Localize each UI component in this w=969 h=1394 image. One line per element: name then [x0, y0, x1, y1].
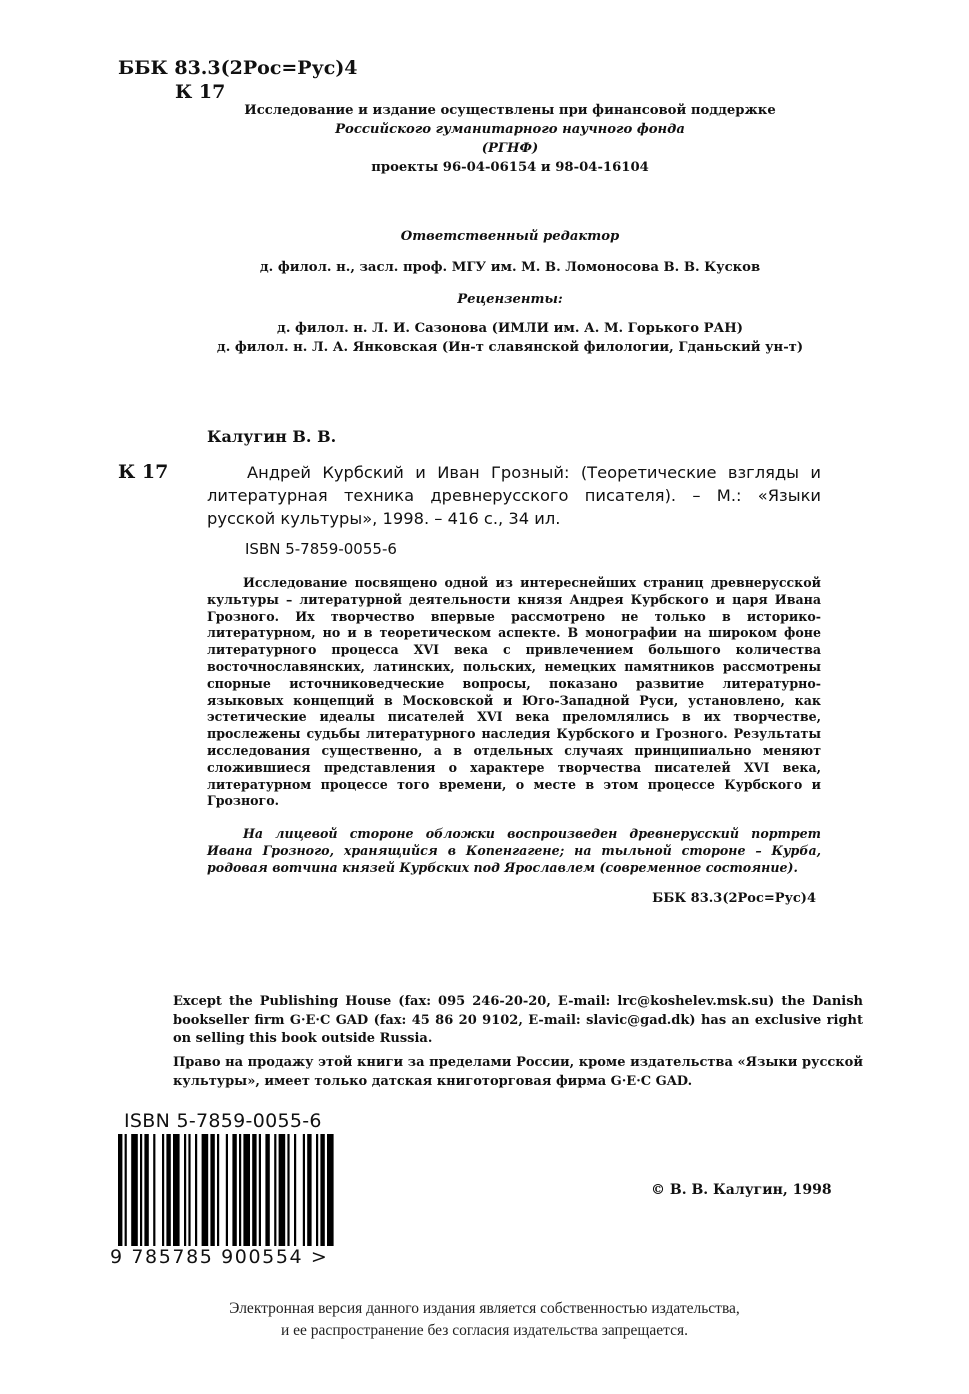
- funding-notice: [200, 101, 820, 177]
- bbk-code-bottom: ББК 83.3(2Рос=Рус)4: [652, 891, 816, 906]
- funding-line-2: Российского гуманитарного научного фонда: [335, 122, 685, 137]
- barcode-digits-text: 9 785785 900554 >: [110, 1246, 329, 1268]
- barcode-bar: [202, 1134, 209, 1246]
- barcode-bar: [195, 1134, 197, 1246]
- editor-name: д. филол. н., засл. проф. МГУ им. М. В. Ломоносова В. В. Кусков: [259, 260, 761, 275]
- barcode-bar: [294, 1134, 296, 1246]
- rights-russian: Право на продажу этой книги за пределами России, кроме издательства «Языки русской культуры», имеет только датская книготорговая фирма G·E·C GAD.: [173, 1055, 863, 1089]
- footer-line-2: и ее распространение без согласия издательства запрещается.: [281, 1322, 688, 1339]
- funding-line-4: проекты 96-04-06154 и 98-04-16104: [371, 160, 649, 175]
- copyright-notice: © В. В. Калугин, 1998: [651, 1182, 832, 1198]
- author-heading: Калугин В. В.: [207, 427, 337, 446]
- barcode-bar: [307, 1134, 311, 1246]
- barcode-bar: [265, 1134, 269, 1246]
- barcode-bar: [316, 1134, 318, 1246]
- rights-english: Except the Publishing House (fax: 095 246-20-20, E-mail: lrc@koshelev.msk.su) the Danish bookseller firm G·E·C GAD (fax: 45 86 20 9102, E-mail: slavic@gad.dk) has an exclusive right on selling this book outside Russia.: [173, 994, 863, 1046]
- barcode-bar: [239, 1134, 241, 1246]
- barcode-bar: [287, 1134, 289, 1246]
- barcode-block: [110, 1110, 342, 1270]
- bbk-code: ББК 83.3(2Рос=Рус)4: [118, 57, 358, 79]
- barcode-isbn-text: ISBN 5-7859-0055-6: [124, 1110, 322, 1132]
- barcode-bar: [327, 1134, 334, 1246]
- barcode-bar: [166, 1134, 170, 1246]
- book-title-entry: Андрей Курбский и Иван Грозный: (Теоретические взгляды и литературная техника древнерусского писателя). – М.: «Языки русской культуры», 1998. – 416 с., 34 ил.: [207, 463, 821, 528]
- funding-line-1: Исследование и издание осуществлены при финансовой поддержке: [244, 103, 776, 118]
- abstract-paragraph: Исследование посвящено одной из интереснейших страниц древнерусской культуры – литературной деятельности князя Андрея Курбского и царя Ивана Грозного. Их творчество впервые рассмотрено не только в историко-литературном, но и в теоретическом аспекте. В монографии на широком фоне литературного процесса XVI века с привлечением большого количества восточнославянских, латинских, польских, немецких памятников рассмотрены спорные источниковедческие вопросы, показано развитие литературно-языковых концепций в Московской и Юго-Западной Руси, установлено, как эстетические идеалы писателей XVI века преломлялись в их творчестве, прослежены судьбы литературного наследия Курбского и Грозного. Результаты исследования существенно, а в отдельных случаях принципиально меняют сложившиеся представления о характере творчества писателей XVI века, литературном процессе того времени, о месте в этом процессе Курбского и Грозного.: [207, 575, 821, 809]
- author-sign: К 17: [175, 81, 226, 103]
- reviewer-1: д. филол. н. Л. И. Сазонова (ИМЛИ им. А. М. Горького РАН): [277, 321, 743, 336]
- footer-line-1: Электронная версия данного издания является собственностью издательства,: [229, 1300, 740, 1317]
- barcode-bar: [184, 1134, 186, 1246]
- barcode-bar: [144, 1134, 148, 1246]
- reviewer-2: д. филол. н. Л. А. Янковская (Ин-т славянской филологии, Гданьский ун-т): [216, 340, 804, 355]
- barcode-bar: [188, 1134, 190, 1246]
- barcode-bar: [252, 1134, 256, 1246]
- barcode-bar: [232, 1134, 236, 1246]
- barcode-bar: [243, 1134, 250, 1246]
- barcode-bar: [173, 1134, 180, 1246]
- barcode-bar: [303, 1134, 305, 1246]
- funding-line-3: (РГНФ): [481, 141, 539, 156]
- barcode-bar: [153, 1134, 155, 1246]
- barcode-bar: [210, 1134, 214, 1246]
- barcode-bar: [118, 1134, 122, 1246]
- barcode-bar: [274, 1134, 276, 1246]
- barcode-bar: [279, 1134, 286, 1246]
- reviewers-heading: Рецензенты:: [457, 292, 563, 307]
- electronic-edition-notice: [0, 1298, 969, 1342]
- barcode-bar: [125, 1134, 127, 1246]
- author-sign-entry: К 17: [118, 461, 169, 483]
- barcode-image: [110, 1134, 342, 1246]
- barcode-bar: [226, 1134, 228, 1246]
- barcode-bar: [162, 1134, 164, 1246]
- editor-block: [200, 227, 820, 277]
- reviewers-block: [200, 290, 820, 357]
- barcode-bar: [259, 1134, 261, 1246]
- isbn-entry: ISBN 5-7859-0055-6: [245, 540, 397, 558]
- cover-note-paragraph: На лицевой стороне обложки воспроизведен древнерусский портрет Ивана Грозного, хранящийся в Копенгагене; на тыльной стороне – Курба, родовая вотчина князей Курбских под Ярославлем (современное состояние).: [207, 826, 821, 875]
- barcode-bar: [140, 1134, 142, 1246]
- barcode-bar: [217, 1134, 219, 1246]
- barcode-bar: [131, 1134, 138, 1246]
- barcode-bar: [320, 1134, 324, 1246]
- bbk-classification: [118, 56, 358, 104]
- editor-heading: Ответственный редактор: [400, 229, 620, 244]
